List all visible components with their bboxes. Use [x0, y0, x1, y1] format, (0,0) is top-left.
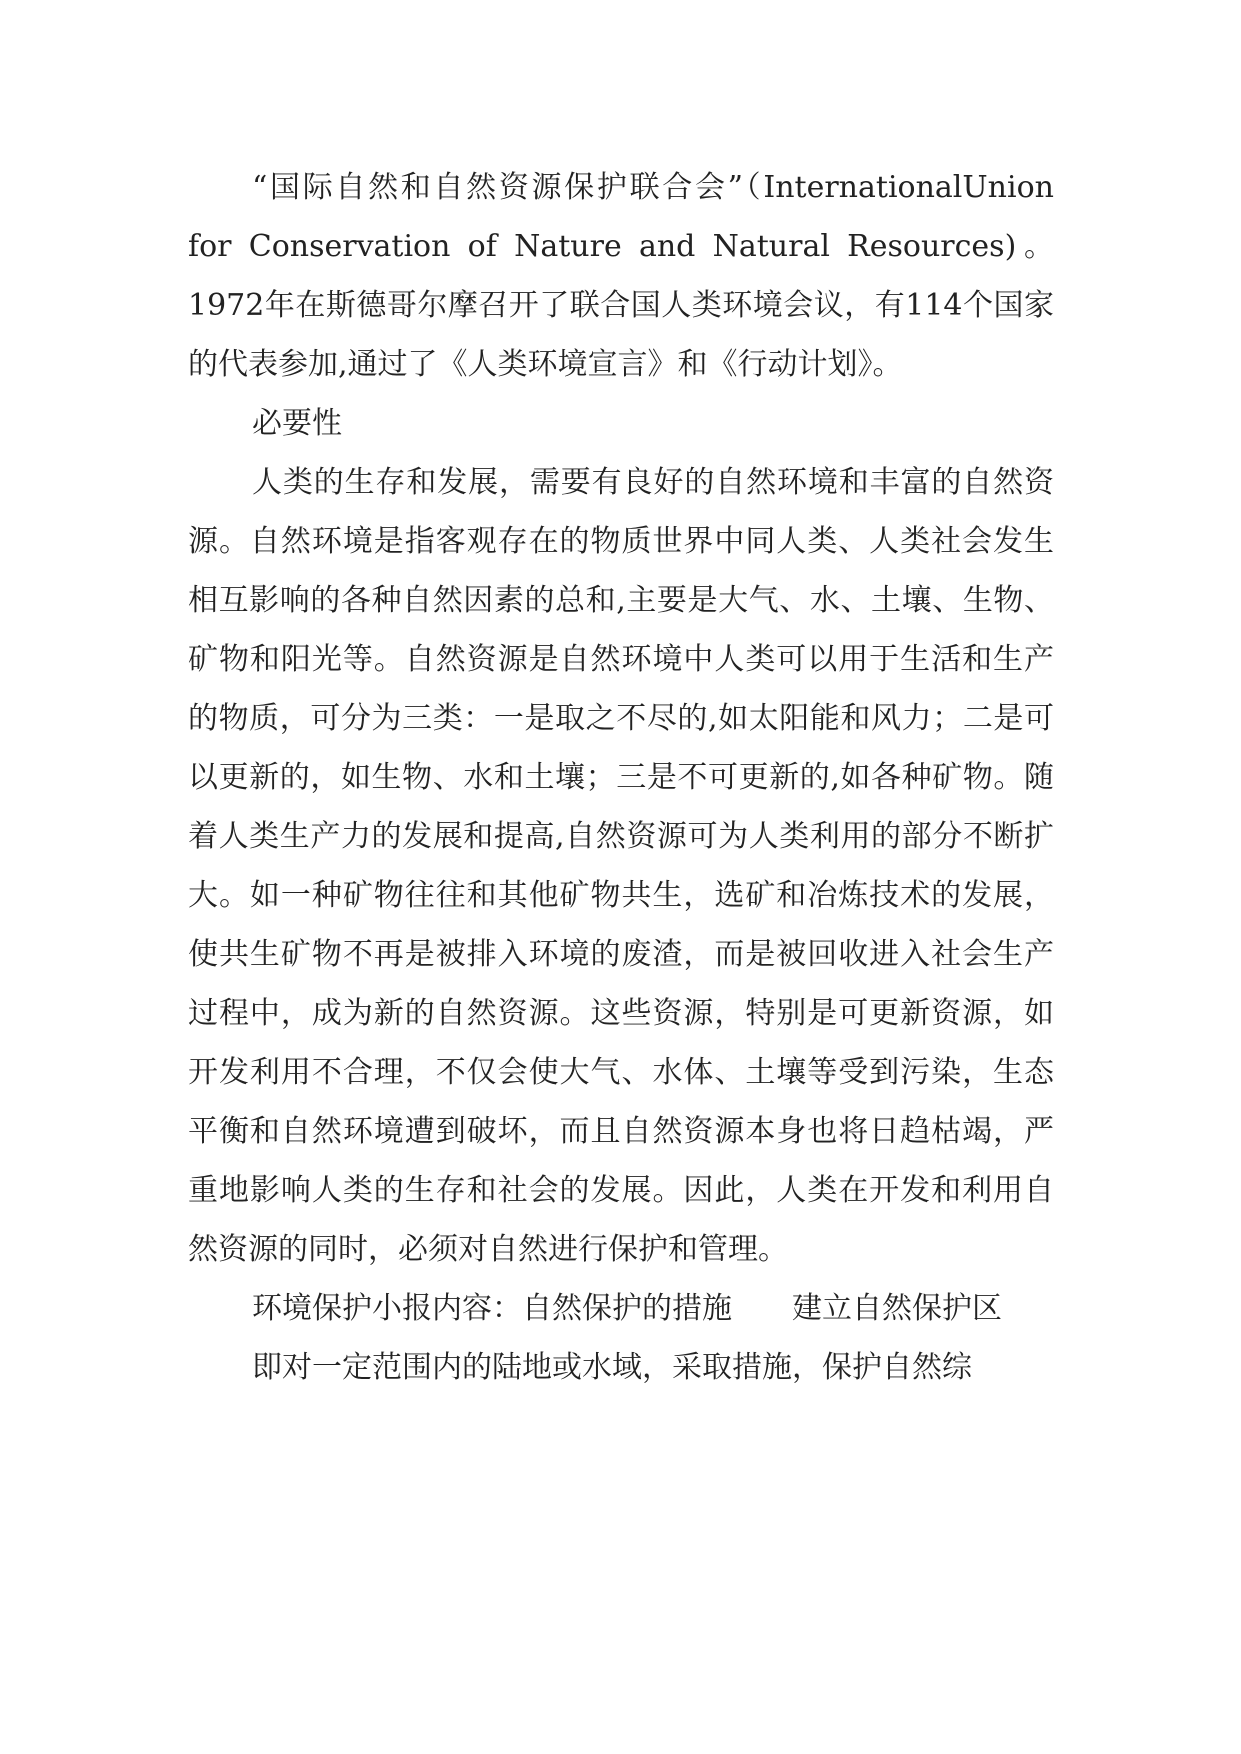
heading-protection-measures: 环境保护小报内容：自然保护的措施 建立自然保护区 [252, 1291, 1002, 1326]
paragraph-natural-resources: 人类的生存和发展，需要有良好的自然环境和丰富的自然资源。自然环境是指客观存在的物质世界中同人类、人类社会发生相互影响的各种自然因素的总和,主要是大气、水、土壤、生物、矿物和阳光等。自然资源是自然环境中人类可以用于生活和生产的物质，可分为三类：一是取之不尽的,如太阳能和风力；二是可以更新的，如生物、水和土壤；三是不可更新的,如各种矿物。随着人类生产力的发展和提高,自然资源可为人类利用的部分不断扩大。如一种矿物往往和其他矿物共生，选矿和冶炼技术的发展，使共生矿物不再是被排入环境的废渣，而是被回收进入社会生产过程中，成为新的自然资源。这些资源，特别是可更新资源，如开发利用不合理，不仅会使大气、水体、土壤等受到污染，生态平衡和自然环境遭到破坏，而且自然资源本身也将日趋枯竭，严重地影响人类的生存和社会的发展。因此，人类在开发和利用自然资源的同时，必须对自然进行保护和管理。 [188, 465, 1054, 1267]
heading-necessity: 必要性 [252, 406, 342, 441]
document-body [188, 158, 1064, 1397]
paragraph-nature-reserve: 即对一定范围内的陆地或水域，采取措施，保护自然综 [252, 1350, 972, 1385]
paragraph-iucn-history: “国际自然和自然资源保护联合会”（InternationalUnion for Conservation of Nature and Natural Resources)。1972年在斯德哥尔摩召开了联合国人类环境会议，有114个国家的代表参加,通过了《人类环境宣言》和《行动计划》。 [188, 170, 1064, 382]
